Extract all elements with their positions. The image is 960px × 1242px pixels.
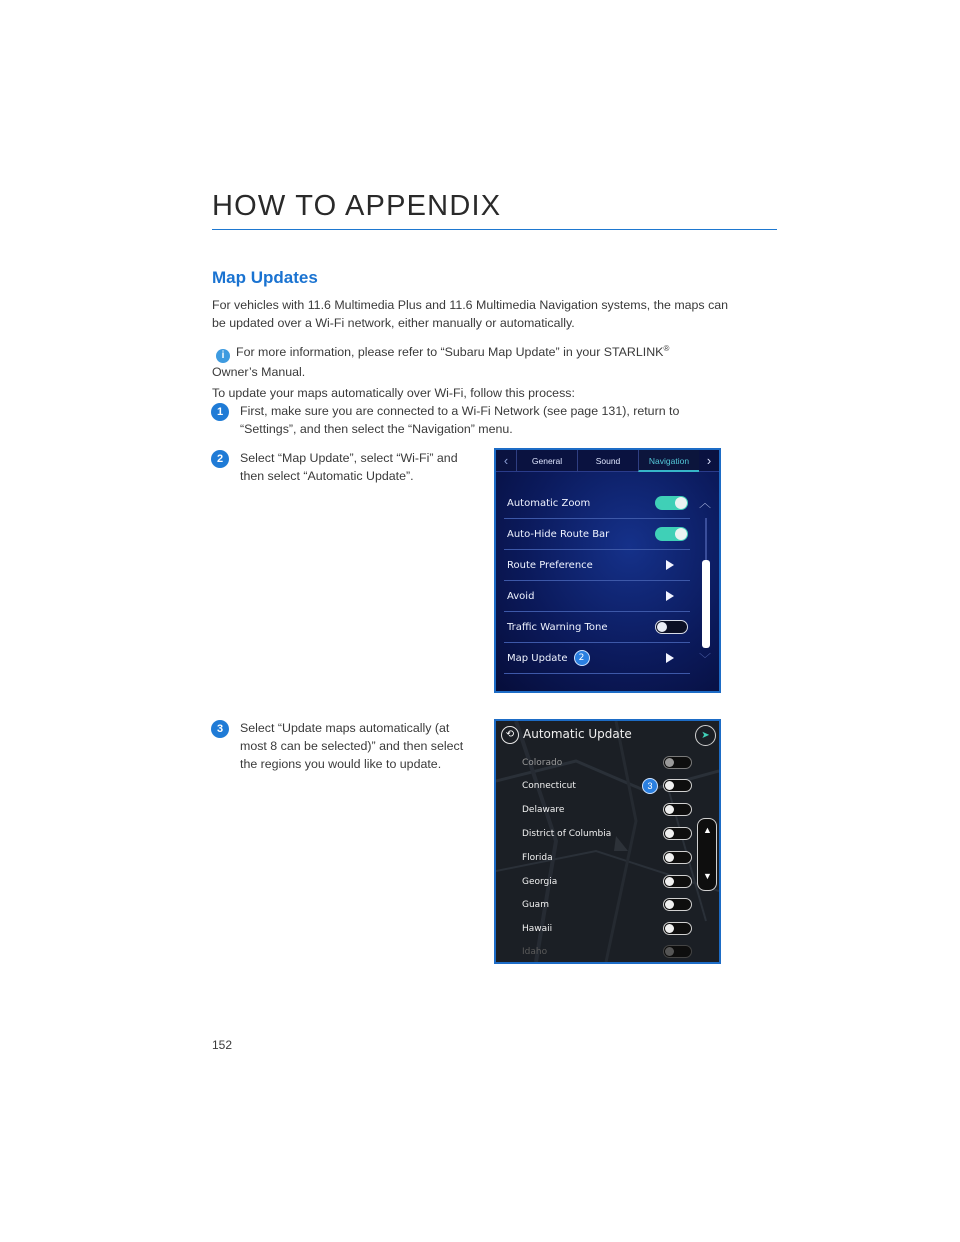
- region-row-hawaii[interactable]: [522, 917, 692, 940]
- automatic-zoom-toggle[interactable]: [655, 496, 688, 510]
- map-update-label: Map Update: [507, 653, 568, 664]
- step-1-badge: 1: [211, 403, 229, 421]
- setting-row-route-preference[interactable]: [504, 550, 690, 581]
- automatic-update-title: Automatic Update: [523, 727, 632, 741]
- region-label: Colorado: [522, 757, 563, 768]
- step-3-badge: 3: [211, 720, 229, 738]
- connecticut-toggle[interactable]: [663, 779, 692, 792]
- page-header-title: HOW TO APPENDIX: [212, 190, 502, 222]
- scroll-up-triangle-icon[interactable]: ▲: [703, 825, 712, 835]
- setting-label: Traffic Warning Tone: [507, 621, 608, 633]
- region-label: Guam: [522, 899, 549, 910]
- region-row-colorado[interactable]: [522, 751, 692, 774]
- navigation-settings-screenshot: [494, 448, 721, 693]
- info-note-tail: Owner’s Manual.: [212, 365, 306, 380]
- callout-badge-3: 3: [642, 778, 658, 794]
- settings-tab-bar: [496, 450, 719, 472]
- step-2-badge: 2: [211, 450, 229, 468]
- back-arrow-icon[interactable]: ⟲: [501, 726, 519, 744]
- info-note: [212, 340, 732, 381]
- page-number: 152: [212, 1038, 233, 1052]
- region-label: Georgia: [522, 876, 558, 887]
- step-3-text: [240, 719, 485, 773]
- auto-hide-route-bar-toggle[interactable]: [655, 527, 688, 541]
- step-1-text: [240, 402, 720, 438]
- step-2-line1: Select “Map Update”, select “Wi-Fi” and: [240, 451, 458, 465]
- setting-label: Route Preference: [507, 559, 593, 571]
- tab-sound[interactable]: Sound: [577, 450, 638, 472]
- step-3-line2: most 8 can be selected)” and then select: [240, 739, 464, 753]
- scroll-down-triangle-icon[interactable]: ▼: [703, 871, 712, 881]
- tab-general[interactable]: General: [516, 450, 577, 472]
- region-label: Florida: [522, 852, 553, 863]
- header-rule: [212, 229, 777, 230]
- setting-row-map-update[interactable]: [504, 643, 690, 674]
- setting-row-avoid[interactable]: [504, 581, 690, 612]
- region-label: Delaware: [522, 804, 565, 815]
- setting-label: Avoid: [507, 590, 535, 602]
- region-row-delaware[interactable]: [522, 798, 692, 821]
- colorado-toggle[interactable]: [663, 756, 692, 769]
- section-title: Map Updates: [212, 268, 318, 287]
- info-icon: i: [216, 349, 230, 363]
- chevron-right-icon: [666, 591, 674, 601]
- region-row-georgia[interactable]: [522, 870, 692, 893]
- automatic-update-screenshot: [494, 719, 721, 964]
- region-label: District of Columbia: [522, 828, 612, 839]
- step-3-line1: Select “Update maps automatically (at: [240, 721, 450, 735]
- navigation-arrow-icon[interactable]: ➤: [695, 725, 716, 746]
- region-scroll-control[interactable]: [697, 818, 717, 891]
- florida-toggle[interactable]: [663, 851, 692, 864]
- region-row-district-of-columbia[interactable]: [522, 822, 692, 845]
- georgia-toggle[interactable]: [663, 875, 692, 888]
- region-row-guam[interactable]: [522, 893, 692, 916]
- process-intro: To update your maps automatically over Wi-Fi, follow this process:: [212, 386, 575, 400]
- info-note-text: For more information, please refer to “Subaru Map Update” in your STARLINK: [236, 345, 664, 360]
- scrollbar-thumb[interactable]: [702, 560, 710, 648]
- traffic-warning-tone-toggle[interactable]: [655, 620, 688, 634]
- intro-paragraph: For vehicles with 11.6 Multimedia Plus and 11.6 Multimedia Navigation systems, the maps can be updated over a Wi-Fi network, either manually or automatically.: [212, 298, 729, 330]
- region-row-florida[interactable]: [522, 846, 692, 869]
- tab-navigation[interactable]: Navigation: [638, 450, 699, 472]
- region-row-connecticut[interactable]: [522, 774, 692, 797]
- registered-mark: ®: [663, 344, 670, 353]
- idaho-toggle[interactable]: [663, 945, 692, 958]
- delaware-toggle[interactable]: [663, 803, 692, 816]
- district-of-columbia-toggle[interactable]: [663, 827, 692, 840]
- tab-next-arrow-icon[interactable]: ›: [706, 452, 712, 468]
- callout-badge-2: 2: [574, 650, 590, 666]
- step-2-text: [240, 449, 485, 485]
- step-1-line1: First, make sure you are connected to a Wi-Fi Network (see page 131), return to: [240, 404, 680, 418]
- chevron-right-icon: [666, 560, 674, 570]
- guam-toggle[interactable]: [663, 898, 692, 911]
- setting-row-auto-hide-route-bar[interactable]: [504, 519, 690, 550]
- setting-label: [507, 650, 590, 666]
- hawaii-toggle[interactable]: [663, 922, 692, 935]
- step-2-line2: then select “Automatic Update”.: [240, 469, 414, 483]
- scroll-down-chevron-icon[interactable]: ﹀: [699, 652, 712, 666]
- region-label: Hawaii: [522, 923, 553, 934]
- setting-row-traffic-warning-tone[interactable]: [504, 612, 690, 643]
- setting-label: Automatic Zoom: [507, 497, 591, 509]
- setting-label: Auto-Hide Route Bar: [507, 528, 610, 540]
- region-label: Idaho: [522, 946, 548, 957]
- scroll-up-chevron-icon[interactable]: ︿: [699, 496, 712, 510]
- chevron-right-icon: [666, 653, 674, 663]
- step-3-line3: the regions you would like to update.: [240, 757, 442, 771]
- region-row-idaho[interactable]: [522, 940, 692, 963]
- setting-row-automatic-zoom[interactable]: [504, 488, 690, 519]
- region-label: Connecticut: [522, 780, 576, 791]
- tab-prev-arrow-icon[interactable]: ‹: [503, 452, 509, 468]
- step-1-line2: “Settings”, and then select the “Navigation” menu.: [240, 422, 513, 436]
